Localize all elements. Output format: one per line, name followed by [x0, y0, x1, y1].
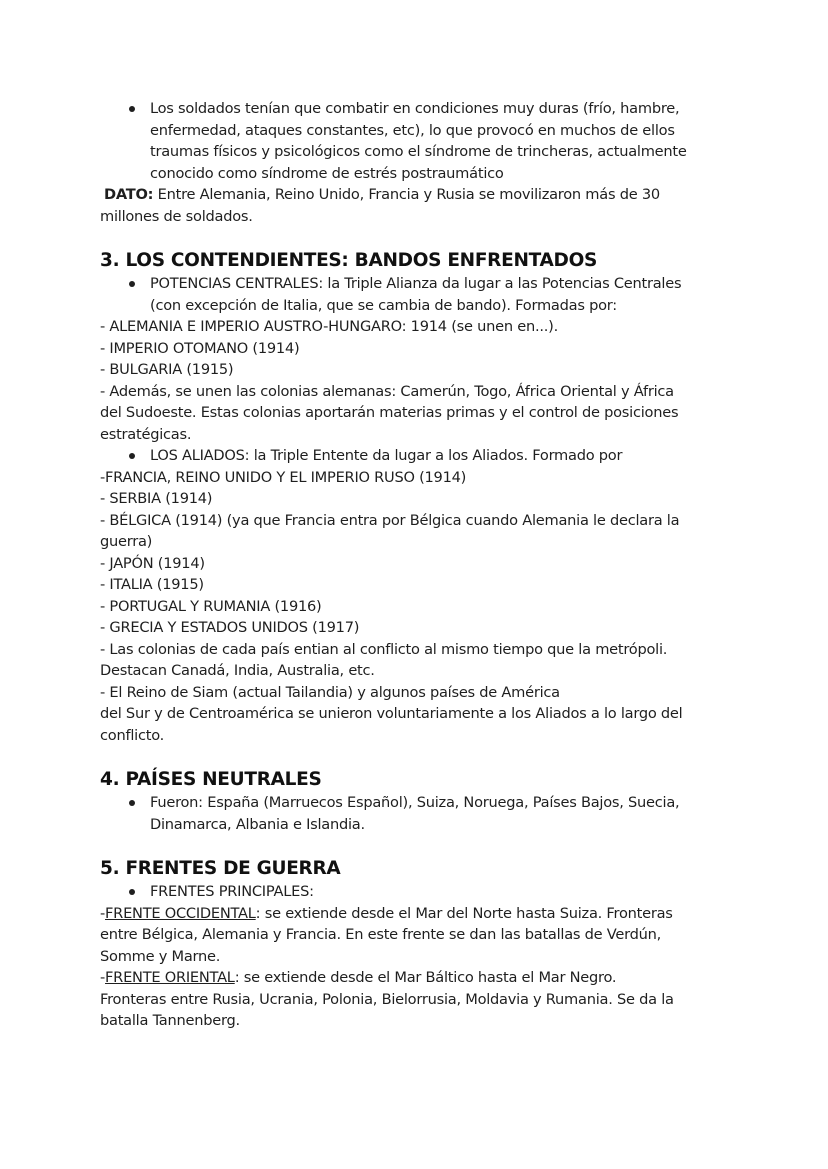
text-line: estratégicas.: [100, 425, 192, 443]
bullet-icon: [129, 106, 135, 112]
text-line: - Las colonias de cada país entian al conflicto al mismo tiempo que la metrópoli.: [100, 640, 668, 658]
text-line: - ITALIA (1915): [100, 576, 204, 593]
text: POTENCIAS CENTRALES: la Triple Alianza da lugar a las Potencias Centrales: [150, 275, 682, 292]
text-line: Somme y Marne.: [100, 947, 221, 965]
frente-occidental-paragraph: [100, 903, 740, 925]
text-line: millones de soldados.: [100, 207, 253, 225]
frente-oriental-paragraph: [100, 967, 740, 989]
section-heading: 5. FRENTES DE GUERRA: [100, 858, 341, 879]
list-item: [100, 445, 740, 467]
frente-oriental-label: FRENTE ORIENTAL: [105, 969, 235, 986]
text-line: entre Bélgica, Alemania y Francia. En este frente se dan las batallas de Verdún,: [100, 926, 662, 943]
text-line: - IMPERIO OTOMANO (1914): [100, 339, 300, 357]
text-line: batalla Tannenberg.: [100, 1012, 240, 1029]
text-line: - JAPÓN (1914): [100, 554, 205, 572]
text-line: enfermedad, ataques constantes, etc), lo que provocó en muchos de ellos: [150, 121, 675, 139]
list-item: [100, 792, 740, 814]
text-line: guerra): [100, 533, 153, 550]
section-heading: 3. LOS CONTENDIENTES: BANDOS ENFRENTADOS: [100, 250, 598, 271]
text-line: - BÉLGICA (1914) (ya que Francia entra por Bélgica cuando Alemania le declara la: [100, 511, 680, 529]
text: : se extiende desde el Mar del Norte hasta Suiza. Fronteras: [255, 904, 673, 922]
text-line: traumas físicos y psicológicos como el síndrome de trincheras, actualmente: [150, 143, 687, 160]
text-line: del Sur y de Centroamérica se unieron voluntariamente a los Aliados a lo largo del: [100, 705, 683, 722]
section-heading: 4. PAÍSES NEUTRALES: [100, 769, 322, 790]
text: : se extiende desde el Mar Báltico hasta el Mar Negro.: [234, 969, 617, 986]
text: Entre Alemania, Reino Unido, Francia y Rusia se movilizaron más de 30: [153, 186, 660, 203]
bullet-icon: [129, 889, 135, 895]
text-line: - ALEMANIA E IMPERIO AUSTRO-HUNGARO: 1914 (se unen en...).: [100, 318, 558, 335]
text-line: Destacan Canadá, India, Australia, etc.: [100, 662, 375, 679]
text: -: [100, 904, 106, 922]
text-line: conocido como síndrome de estrés postraumático: [150, 164, 504, 182]
text-line: (con excepción de Italia, que se cambia de bando). Formadas por:: [150, 296, 617, 314]
text-line: Dinamarca, Albania e Islandia.: [150, 815, 365, 833]
text: Los soldados tenían que combatir en condiciones muy duras (frío, hambre,: [150, 100, 680, 117]
list-item: [100, 881, 740, 903]
dato-paragraph: [100, 184, 740, 206]
dato-label: DATO:: [104, 186, 154, 203]
bullet-icon: [129, 281, 135, 287]
text-line: - El Reino de Siam (actual Tailandia) y algunos países de América: [100, 683, 560, 701]
document-page: [100, 98, 740, 1032]
text-line: conflicto.: [100, 726, 165, 744]
text: LOS ALIADOS: la Triple Entente da lugar a los Aliados. Formado por: [150, 447, 623, 464]
text-line: -FRANCIA, REINO UNIDO Y EL IMPERIO RUSO (1914): [100, 468, 467, 486]
frente-occidental-label: FRENTE OCCIDENTAL: [105, 904, 256, 922]
text: -: [100, 969, 106, 986]
list-item: [100, 273, 740, 295]
text-line: Fronteras entre Rusia, Ucrania, Polonia, Bielorrusia, Moldavia y Rumania. Se da la: [100, 990, 674, 1008]
text: Fueron: España (Marruecos Español), Suiza, Noruega, Países Bajos, Suecia,: [150, 794, 680, 811]
text-line: - GRECIA Y ESTADOS UNIDOS (1917): [100, 619, 360, 636]
text-line: - SERBIA (1914): [100, 490, 213, 507]
text-line: del Sudoeste. Estas colonias aportarán materias primas y el control de posiciones: [100, 404, 679, 421]
bullet-icon: [129, 800, 135, 806]
text: FRENTES PRINCIPALES:: [150, 883, 314, 900]
list-item: [100, 98, 740, 120]
text-line: - Además, se unen las colonias alemanas: Camerún, Togo, África Oriental y África: [100, 382, 674, 400]
bullet-icon: [129, 453, 135, 459]
text-line: - BULGARIA (1915): [100, 361, 234, 378]
text-line: - PORTUGAL Y RUMANIA (1916): [100, 597, 322, 615]
